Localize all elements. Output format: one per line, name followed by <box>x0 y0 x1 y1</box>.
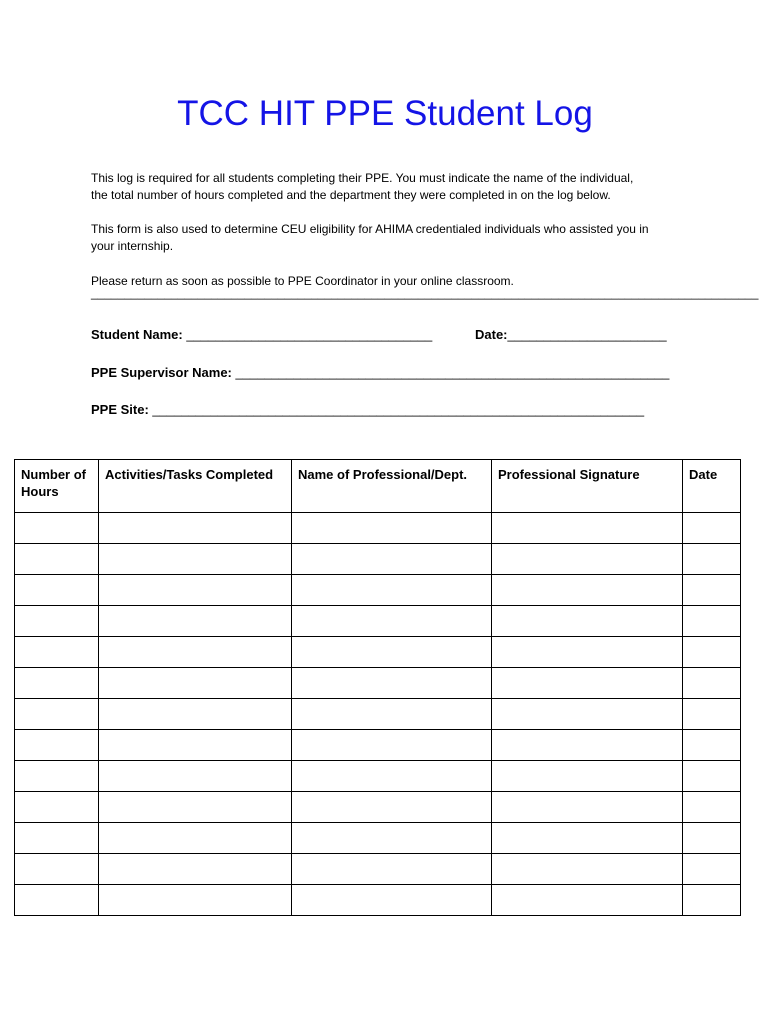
table-cell[interactable] <box>99 885 292 916</box>
table-row <box>15 513 741 544</box>
table-cell[interactable] <box>99 854 292 885</box>
header-professional-signature: Professional Signature <box>492 460 683 513</box>
table-cell[interactable] <box>492 885 683 916</box>
table-cell[interactable] <box>99 730 292 761</box>
table-row <box>15 730 741 761</box>
separator-line: ____________________________________________________________________________________________________ <box>91 286 759 300</box>
table-cell[interactable] <box>15 575 99 606</box>
table-row <box>15 668 741 699</box>
table-cell[interactable] <box>683 606 741 637</box>
table-cell[interactable] <box>683 544 741 575</box>
ppe-site-label: PPE Site: <box>91 402 149 417</box>
table-cell[interactable] <box>683 575 741 606</box>
table-cell[interactable] <box>99 761 292 792</box>
table-row <box>15 792 741 823</box>
supervisor-name-label: PPE Supervisor Name: <box>91 365 232 380</box>
table-cell[interactable] <box>492 513 683 544</box>
header-activities-tasks: Activities/Tasks Completed <box>99 460 292 513</box>
table-row <box>15 606 741 637</box>
intro-paragraph-1 <box>91 170 691 204</box>
table-cell[interactable] <box>683 761 741 792</box>
table-cell[interactable] <box>292 792 492 823</box>
table-cell[interactable] <box>99 668 292 699</box>
table-cell[interactable] <box>15 854 99 885</box>
table-cell[interactable] <box>292 885 492 916</box>
table-cell[interactable] <box>15 699 99 730</box>
table-cell[interactable] <box>683 823 741 854</box>
table-cell[interactable] <box>683 792 741 823</box>
intro-paragraph-3: Please return as soon as possible to PPE Coordinator in your online classroom. <box>91 274 514 288</box>
intro-paragraph-2 <box>91 221 691 255</box>
student-name-label: Student Name: <box>91 327 183 342</box>
table-cell[interactable] <box>292 823 492 854</box>
log-table-header-row <box>15 460 741 513</box>
table-cell[interactable] <box>99 606 292 637</box>
header-professional-dept: Name of Professional/Dept. <box>292 460 492 513</box>
table-cell[interactable] <box>492 606 683 637</box>
table-cell[interactable] <box>683 854 741 885</box>
table-cell[interactable] <box>292 699 492 730</box>
table-cell[interactable] <box>492 730 683 761</box>
table-cell[interactable] <box>15 885 99 916</box>
table-row <box>15 885 741 916</box>
table-row <box>15 544 741 575</box>
intro-paragraph-2-line-1: This form is also used to determine CEU eligibility for AHIMA credentialed individuals who assisted you in <box>91 222 649 236</box>
table-cell[interactable] <box>15 761 99 792</box>
table-cell[interactable] <box>683 885 741 916</box>
table-cell[interactable] <box>492 823 683 854</box>
table-cell[interactable] <box>492 668 683 699</box>
page-title: TCC HIT PPE Student Log <box>177 94 593 133</box>
header-number-of-hours: Number of Hours <box>15 460 99 513</box>
table-cell[interactable] <box>492 854 683 885</box>
table-row <box>15 575 741 606</box>
table-cell[interactable] <box>99 823 292 854</box>
intro-paragraph-2-line-2: your internship. <box>91 239 174 253</box>
table-row <box>15 823 741 854</box>
table-row <box>15 637 741 668</box>
table-cell[interactable] <box>292 854 492 885</box>
supervisor-name-blank[interactable]: ____________________________________________________________ <box>235 365 670 380</box>
table-cell[interactable] <box>683 730 741 761</box>
table-row <box>15 761 741 792</box>
table-cell[interactable] <box>99 637 292 668</box>
date-field[interactable] <box>475 327 667 342</box>
table-cell[interactable] <box>492 637 683 668</box>
table-cell[interactable] <box>292 513 492 544</box>
table-row <box>15 854 741 885</box>
header-date: Date <box>683 460 741 513</box>
log-table <box>14 459 741 916</box>
table-cell[interactable] <box>15 730 99 761</box>
table-cell[interactable] <box>292 730 492 761</box>
table-cell[interactable] <box>15 513 99 544</box>
table-cell[interactable] <box>99 544 292 575</box>
table-cell[interactable] <box>15 544 99 575</box>
ppe-site-field[interactable] <box>91 402 644 417</box>
table-cell[interactable] <box>15 792 99 823</box>
table-cell[interactable] <box>99 699 292 730</box>
intro-paragraph-1-line-2: the total number of hours completed and the department they were completed in on the log below. <box>91 188 611 202</box>
ppe-site-blank[interactable]: ____________________________________________________________________ <box>152 402 645 417</box>
date-blank[interactable]: ______________________ <box>507 327 667 342</box>
table-cell[interactable] <box>15 637 99 668</box>
table-cell[interactable] <box>99 575 292 606</box>
table-cell[interactable] <box>292 606 492 637</box>
table-cell[interactable] <box>292 668 492 699</box>
table-row <box>15 699 741 730</box>
table-cell[interactable] <box>292 575 492 606</box>
table-cell[interactable] <box>683 699 741 730</box>
table-cell[interactable] <box>492 575 683 606</box>
table-cell[interactable] <box>15 668 99 699</box>
date-label: Date: <box>475 327 508 342</box>
table-cell[interactable] <box>492 544 683 575</box>
table-cell[interactable] <box>292 761 492 792</box>
student-name-field[interactable] <box>91 327 432 342</box>
table-cell[interactable] <box>292 544 492 575</box>
table-cell[interactable] <box>292 637 492 668</box>
table-cell[interactable] <box>15 823 99 854</box>
table-cell[interactable] <box>492 761 683 792</box>
student-name-blank[interactable]: __________________________________ <box>186 327 433 342</box>
log-table-body <box>15 513 741 916</box>
table-cell[interactable] <box>683 637 741 668</box>
table-cell[interactable] <box>492 792 683 823</box>
table-cell[interactable] <box>15 606 99 637</box>
table-cell[interactable] <box>99 513 292 544</box>
supervisor-name-field[interactable] <box>91 365 669 380</box>
table-cell[interactable] <box>683 668 741 699</box>
table-cell[interactable] <box>492 699 683 730</box>
intro-paragraph-1-line-1: This log is required for all students completing their PPE. You must indicate the name of the individual, <box>91 171 634 185</box>
table-cell[interactable] <box>683 513 741 544</box>
table-cell[interactable] <box>99 792 292 823</box>
